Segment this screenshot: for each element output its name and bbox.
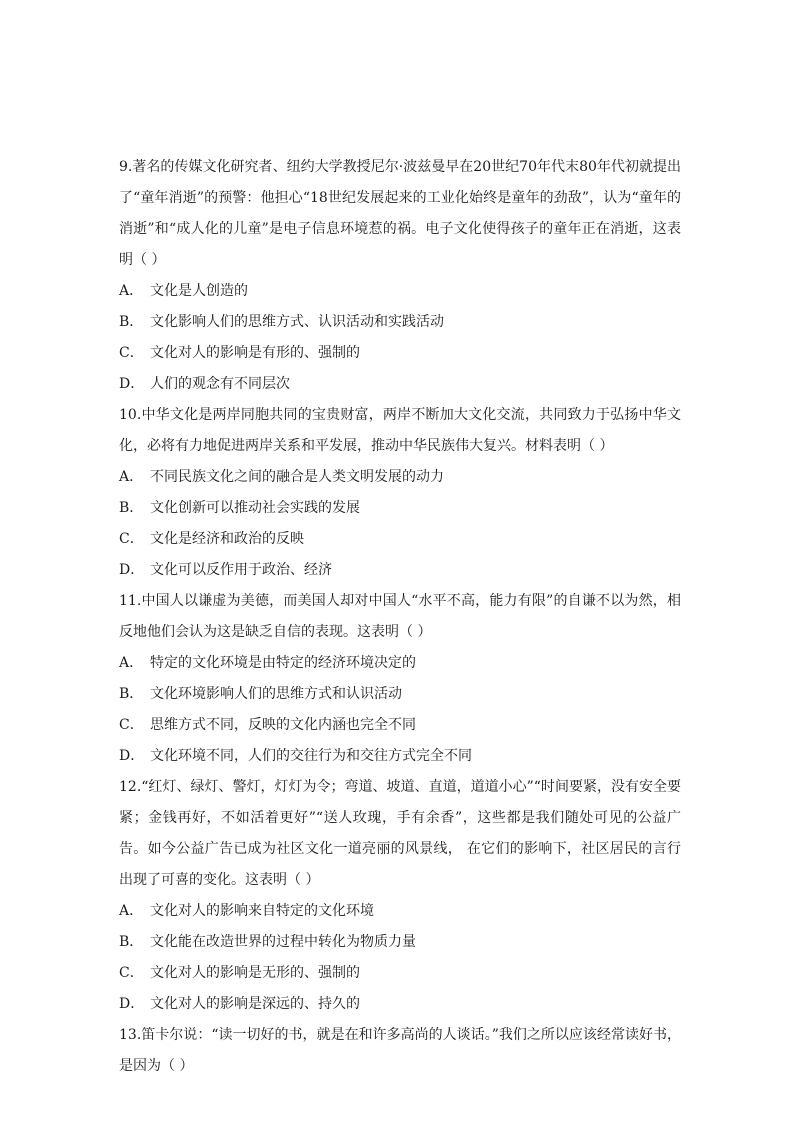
- answer-option: [119, 462, 681, 493]
- option-text: 文化可以反作用于政治、经济: [150, 562, 332, 578]
- option-text: 文化对人的影响是有形的、强制的: [150, 345, 360, 361]
- option-text: 特定的文化环境是由特定的经济环境决定的: [150, 655, 416, 671]
- answer-option: [119, 524, 681, 555]
- option-text: 文化环境影响人们的思维方式和认识活动: [150, 686, 402, 702]
- option-letter: A．: [119, 655, 144, 671]
- option-letter: D．: [119, 748, 145, 764]
- option-text: 文化环境不同，人们的交往行为和交往方式完全不同: [150, 748, 472, 764]
- answer-option: [119, 741, 681, 772]
- question-stem: 10.中华文化是两岸同胞共同的宝贵财富，两岸不断加大文化交流，共同致力于弘扬中华文化，必将有力地促进两岸关系和平发展，推动中华民族伟大复兴。材料表明（ ）: [119, 407, 681, 454]
- answer-option: [119, 493, 681, 524]
- option-text: 人们的观念有不同层次: [150, 376, 290, 392]
- option-letter: D．: [119, 376, 145, 392]
- option-letter: C．: [119, 717, 144, 733]
- option-text: 文化对人的影响是无形的、强制的: [150, 965, 360, 981]
- option-text: 文化影响人们的思维方式、认识活动和实践活动: [150, 314, 444, 330]
- answer-option: [119, 989, 681, 1020]
- question-block: [119, 772, 681, 1020]
- option-text: 思维方式不同，反映的文化内涵也完全不同: [150, 717, 416, 733]
- answer-option: [119, 338, 681, 369]
- question-block: [119, 152, 681, 400]
- option-text: 文化是人创造的: [150, 283, 248, 299]
- question-stem: 13.笛卡尔说：“读一切好的书，就是在和许多高尚的人谈话。”我们之所以应该经常读好书，是因为（ ）: [119, 1027, 681, 1074]
- question-block: [119, 400, 681, 586]
- answer-option: [119, 648, 681, 679]
- question-stem: 12.“红灯、绿灯、警灯，灯灯为令；弯道、坡道、直道，道道小心”“时间要紧，没有安全要紧；金钱再好，不如活着更好”“送人玫瑰，手有余香”，这些都是我们随处可见的公益广告。如今公益广告已成为社区文化一道亮丽的风景线， 在它们的影响下，社区居民的言行出现了可喜的变化。这表明（ ）: [119, 779, 681, 888]
- option-text: 文化对人的影响来自特定的文化环境: [150, 903, 374, 919]
- answer-option: [119, 958, 681, 989]
- answer-option: [119, 679, 681, 710]
- answer-option: [119, 896, 681, 927]
- question-block: [119, 586, 681, 772]
- answer-option: [119, 555, 681, 586]
- option-letter: B．: [119, 686, 144, 702]
- option-letter: B．: [119, 934, 144, 950]
- option-letter: B．: [119, 314, 144, 330]
- question-stem: 11.中国人以谦虚为美德，而美国人却对中国人“水平不高，能力有限”的自谦不以为然，相反地他们会认为这是缺乏自信的表现。这表明（ ）: [119, 593, 681, 640]
- option-letter: D．: [119, 996, 145, 1012]
- answer-option: [119, 369, 681, 400]
- answer-option: [119, 307, 681, 338]
- question-list: [119, 152, 681, 1082]
- option-letter: D．: [119, 562, 145, 578]
- option-letter: C．: [119, 345, 144, 361]
- answer-option: [119, 927, 681, 958]
- answer-option: [119, 276, 681, 307]
- answer-option: [119, 710, 681, 741]
- option-text: 文化对人的影响是深远的、持久的: [150, 996, 360, 1012]
- option-letter: B．: [119, 500, 144, 516]
- option-letter: C．: [119, 965, 144, 981]
- option-text: 文化能在改造世界的过程中转化为物质力量: [150, 934, 416, 950]
- option-text: 不同民族文化之间的融合是人类文明发展的动力: [150, 469, 444, 485]
- option-text: 文化是经济和政治的反映: [150, 531, 304, 547]
- question-block: [119, 1020, 681, 1082]
- option-letter: A．: [119, 283, 144, 299]
- option-text: 文化创新可以推动社会实践的发展: [150, 500, 360, 516]
- option-letter: A．: [119, 469, 144, 485]
- option-letter: A．: [119, 903, 144, 919]
- option-letter: C．: [119, 531, 144, 547]
- question-stem: 9.著名的传媒文化研究者、纽约大学教授尼尔·波兹曼早在20世纪70年代末80年代初就提出了“童年消逝”的预警：他担心“18世纪发展起来的工业化始终是童年的劲敌”，认为“童年的消逝”和“成人化的儿童”是电子信息环境惹的祸。电子文化使得孩子的童年正在消逝，这表明（ ）: [119, 159, 681, 268]
